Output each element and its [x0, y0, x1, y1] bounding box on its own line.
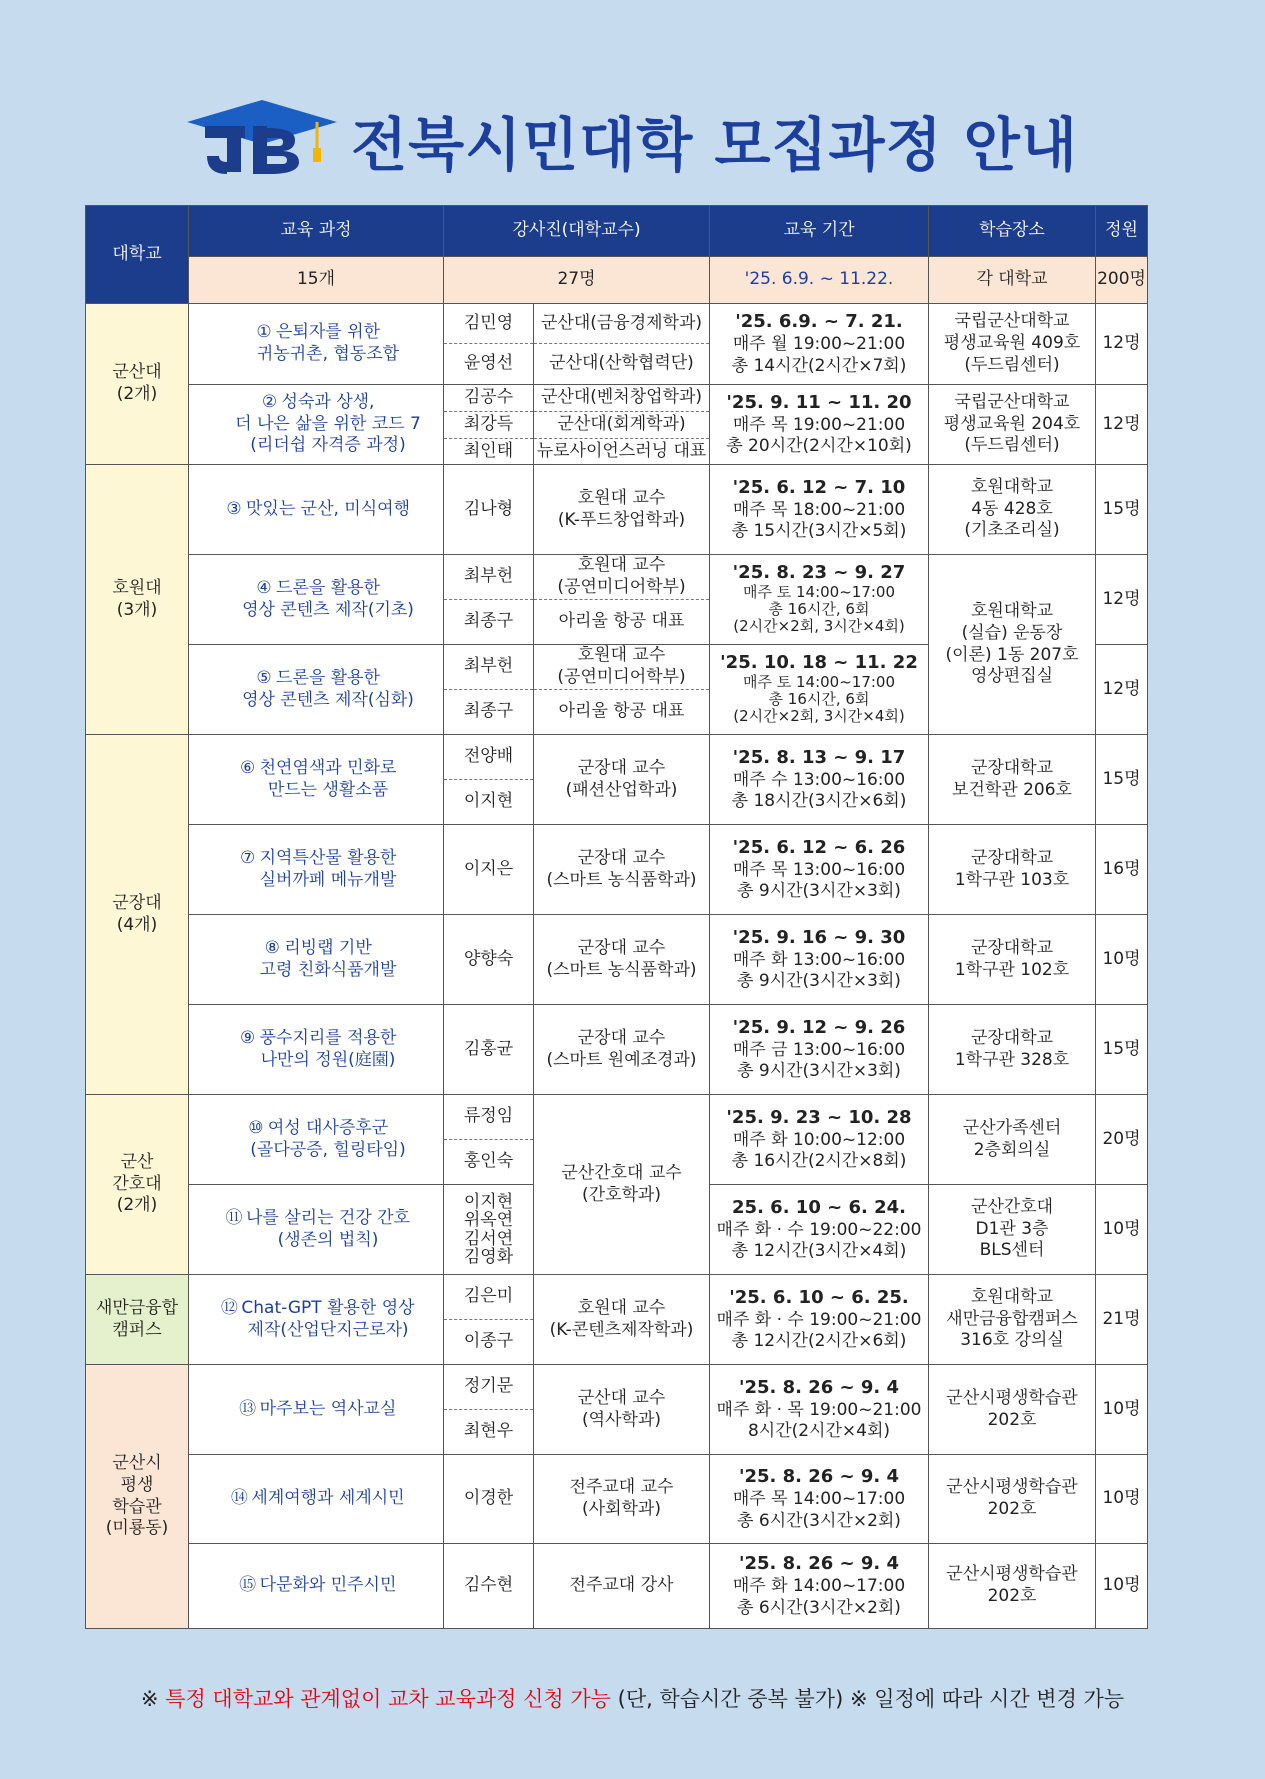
- course-title[interactable]: ⑤ 드론을 활용한 영상 콘텐츠 제작(심화): [189, 645, 444, 735]
- instructor-affil: 군산대(벤처창업학과): [534, 385, 710, 412]
- place: 군산시평생학습관 202호: [929, 1365, 1096, 1455]
- university-gunsan-nursing: 군산 간호대 (2개): [86, 1095, 189, 1275]
- instructor-affil: 군산대(산학협력단): [534, 344, 710, 385]
- instructor-name: 이경한: [444, 1455, 534, 1544]
- capacity: 20명: [1096, 1095, 1148, 1185]
- instructor-affil: 군산간호대 교수 (간호학과): [534, 1095, 710, 1275]
- instructor-name: 김수현: [444, 1544, 534, 1629]
- instructor-affil: 호원대 교수 (공연미디어학부): [534, 645, 710, 690]
- place: 호원대학교 4동 428호 (기초조리실): [929, 465, 1096, 555]
- instructor-name: 최현우: [444, 1410, 534, 1455]
- place: 군산시평생학습관 202호: [929, 1544, 1096, 1629]
- instructor-names: 이지현 위옥연 김서연 김영화: [444, 1185, 534, 1275]
- logo-text: JB: [187, 100, 189, 101]
- course-title[interactable]: ⑭ 세계여행과 세계시민: [189, 1455, 444, 1544]
- course-title[interactable]: ⑨ 풍수지리를 적용한 나만의 정원(庭園): [189, 1005, 444, 1095]
- instructor-affil: 군장대 교수 (스마트 농식품학과): [534, 915, 710, 1005]
- instructor-name: 최강득: [444, 412, 534, 439]
- place: 호원대학교 (실습) 운동장 (이론) 1동 207호 영상편집실: [929, 555, 1096, 735]
- col-capacity: 정원: [1096, 206, 1148, 257]
- page-header: [0, 90, 1265, 190]
- instructor-affil: 호원대 교수 (K-푸드창업학과): [534, 465, 710, 555]
- instructor-affil: 아리울 항공 대표: [534, 600, 710, 645]
- capacity: 10명: [1096, 915, 1148, 1005]
- schedule: '25. 8. 23 ~ 9. 27 매주 토 14:00~17:00 총 16시간, 6회 (2시간×2회, 3시간×4회): [710, 555, 929, 645]
- instructor-affil: 군장대 교수 (패션산업학과): [534, 735, 710, 825]
- col-place: 학습장소: [929, 206, 1096, 257]
- course-title[interactable]: ⑥ 천연염색과 민화로 만드는 생활소품: [189, 735, 444, 825]
- col-university: 대학교: [86, 206, 189, 304]
- course-title[interactable]: ⑮ 다문화와 민주시민: [189, 1544, 444, 1629]
- course-title[interactable]: ① 은퇴자를 위한 귀농귀촌, 협동조합: [189, 304, 444, 385]
- course-title[interactable]: ⑦ 지역특산물 활용한 실버까페 메뉴개발: [189, 825, 444, 915]
- instructor-name: 홍인숙: [444, 1140, 534, 1185]
- instructor-name: 이지은: [444, 825, 534, 915]
- capacity: 10명: [1096, 1455, 1148, 1544]
- university-gunsan-learning-center: 군산시 평생 학습관 (미룡동): [86, 1365, 189, 1629]
- instructor-affil: 아리울 항공 대표: [534, 690, 710, 735]
- schedule: '25. 10. 18 ~ 11. 22 매주 토 14:00~17:00 총 16시간, 6회 (2시간×2회, 3시간×4회): [710, 645, 929, 735]
- course-title[interactable]: ④ 드론을 활용한 영상 콘텐츠 제작(기초): [189, 555, 444, 645]
- schedule: '25. 8. 26 ~ 9. 4 매주 목 14:00~17:00 총 6시간(3시간×2회): [710, 1455, 929, 1544]
- schedule-change-note: 일정에 따라 시간 변경 가능: [874, 1687, 1125, 1711]
- course-title[interactable]: ② 성숙과 상생, 더 나은 삶을 위한 코드 7 (리더쉽 자격증 과정): [189, 385, 444, 465]
- university-gunjang: 군장대 (4개): [86, 735, 189, 1095]
- capacity: 16명: [1096, 825, 1148, 915]
- instructor-name: 이지현: [444, 780, 534, 825]
- place: 국립군산대학교 평생교육원 204호 (두드림센터): [929, 385, 1096, 465]
- overlap-note: (단, 학습시간 중복 불가): [617, 1687, 844, 1711]
- note-mark: ※: [140, 1687, 159, 1711]
- summary-period: '25. 6.9. ~ 11.22.: [710, 257, 929, 304]
- summary-course-count: 15개: [189, 257, 444, 304]
- course-title[interactable]: ⑬ 마주보는 역사교실: [189, 1365, 444, 1455]
- instructor-name: 김은미: [444, 1275, 534, 1320]
- place: 군장대학교 1학구관 103호: [929, 825, 1096, 915]
- place: 군장대학교 1학구관 102호: [929, 915, 1096, 1005]
- place: 군산간호대 D1관 3층 BLS센터: [929, 1185, 1096, 1275]
- capacity: 15명: [1096, 465, 1148, 555]
- instructor-name: 김민영: [444, 304, 534, 344]
- schedule: '25. 6. 12 ~ 6. 26 매주 목 13:00~16:00 총 9시간(3시간×3회): [710, 825, 929, 915]
- instructor-name: 최부헌: [444, 555, 534, 600]
- capacity: 12명: [1096, 304, 1148, 385]
- capacity: 10명: [1096, 1365, 1148, 1455]
- schedule: '25. 9. 16 ~ 9. 30 매주 화 13:00~16:00 총 9시간(3시간×3회): [710, 915, 929, 1005]
- course-title[interactable]: ⑪ 나를 살리는 건강 간호 (생존의 법칙): [189, 1185, 444, 1275]
- capacity: 15명: [1096, 1005, 1148, 1095]
- place: 군장대학교 보건학관 206호: [929, 735, 1096, 825]
- schedule: '25. 6. 10 ~ 6. 25. 매주 화 · 수 19:00~21:00 총 12시간(2시간×6회): [710, 1275, 929, 1365]
- place: 군산가족센터 2층회의실: [929, 1095, 1096, 1185]
- instructor-affil: 호원대 교수 (K-콘텐츠제작학과): [534, 1275, 710, 1365]
- instructor-name: 최종구: [444, 600, 534, 645]
- instructor-affil: 호원대 교수 (공연미디어학부): [534, 555, 710, 600]
- col-period: 교육 기간: [710, 206, 929, 257]
- schedule: '25. 6.9. ~ 7. 21. 매주 월 19:00~21:00 총 14시간(2시간×7회): [710, 304, 929, 385]
- schedule: '25. 8. 13 ~ 9. 17 매주 수 13:00~16:00 총 18시간(3시간×6회): [710, 735, 929, 825]
- instructor-affil: 뉴로사이언스러닝 대표: [534, 439, 710, 465]
- place: 군장대학교 1학구관 328호: [929, 1005, 1096, 1095]
- note-mark: ※: [849, 1687, 868, 1711]
- university-saemangeum: 새만금융합 캠퍼스: [86, 1275, 189, 1365]
- place: 국립군산대학교 평생교육원 409호 (두드림센터): [929, 304, 1096, 385]
- capacity: 15명: [1096, 735, 1148, 825]
- place: 군산시평생학습관 202호: [929, 1455, 1096, 1544]
- instructor-name: 최종구: [444, 690, 534, 735]
- instructor-name: 김나형: [444, 465, 534, 555]
- instructor-affil: 군산대 교수 (역사학과): [534, 1365, 710, 1455]
- capacity: 10명: [1096, 1185, 1148, 1275]
- jb-logo-icon: [187, 100, 337, 180]
- schedule: '25. 9. 12 ~ 9. 26 매주 금 13:00~16:00 총 9시간(3시간×3회): [710, 1005, 929, 1095]
- instructor-name: 양향숙: [444, 915, 534, 1005]
- col-course: 교육 과정: [189, 206, 444, 257]
- capacity: 12명: [1096, 385, 1148, 465]
- place: 호원대학교 새만금융합캠퍼스 316호 강의실: [929, 1275, 1096, 1365]
- instructor-affil: 전주교대 교수 (사회학과): [534, 1455, 710, 1544]
- capacity: 21명: [1096, 1275, 1148, 1365]
- capacity: 10명: [1096, 1544, 1148, 1629]
- university-howon: 호원대 (3개): [86, 465, 189, 735]
- summary-instructor-count: 27명: [444, 257, 710, 304]
- course-title[interactable]: ⑧ 리빙랩 기반 고령 친화식품개발: [189, 915, 444, 1005]
- instructor-affil: 군산대(회계학과): [534, 412, 710, 439]
- instructor-name: 윤영선: [444, 344, 534, 385]
- footer-note: [0, 1683, 1265, 1713]
- instructor-name: 김공수: [444, 385, 534, 412]
- page-title: 전북시민대학 모집과정 안내: [351, 111, 1078, 179]
- instructor-name: 최부헌: [444, 645, 534, 690]
- instructor-affil: 군장대 교수 (스마트 원예조경과): [534, 1005, 710, 1095]
- instructor-name: 류정임: [444, 1095, 534, 1140]
- schedule: '25. 6. 12 ~ 7. 10 매주 목 18:00~21:00 총 15시간(3시간×5회): [710, 465, 929, 555]
- course-title[interactable]: ⑩ 여성 대사증후군 (골다공증, 힐링타임): [189, 1095, 444, 1185]
- instructor-name: 전양배: [444, 735, 534, 780]
- instructor-name: 정기문: [444, 1365, 534, 1410]
- col-instructor: 강사진(대학교수): [444, 206, 710, 257]
- instructor-affil: 군산대(금융경제학과): [534, 304, 710, 344]
- summary-capacity: 200명: [1096, 257, 1148, 304]
- instructor-name: 김홍균: [444, 1005, 534, 1095]
- course-table: [85, 205, 1148, 1629]
- schedule: '25. 8. 26 ~ 9. 4 매주 화 · 목 19:00~21:00 8시간(2시간×4회): [710, 1365, 929, 1455]
- university-gunsan: 군산대 (2개): [86, 304, 189, 465]
- course-title[interactable]: ⑫ Chat-GPT 활용한 영상 제작(산업단지근로자): [189, 1275, 444, 1365]
- instructor-name: 이종구: [444, 1320, 534, 1365]
- instructor-name: 최인태: [444, 439, 534, 465]
- instructor-affil: 군장대 교수 (스마트 농식품학과): [534, 825, 710, 915]
- schedule: 25. 6. 10 ~ 6. 24. 매주 화 · 수 19:00~22:00 총 12시간(3시간×4회): [710, 1185, 929, 1275]
- course-title[interactable]: ③ 맛있는 군산, 미식여행: [189, 465, 444, 555]
- schedule: '25. 9. 11 ~ 11. 20 매주 목 19:00~21:00 총 20시간(2시간×10회): [710, 385, 929, 465]
- schedule: '25. 9. 23 ~ 10. 28 매주 화 10:00~12:00 총 16시간(2시간×8회): [710, 1095, 929, 1185]
- capacity: 12명: [1096, 645, 1148, 735]
- schedule: '25. 8. 26 ~ 9. 4 매주 화 14:00~17:00 총 6시간(3시간×2회): [710, 1544, 929, 1629]
- summary-place: 각 대학교: [929, 257, 1096, 304]
- instructor-affil: 전주교대 강사: [534, 1544, 710, 1629]
- cross-registration-note: 특정 대학교와 관계없이 교차 교육과정 신청 가능: [165, 1687, 611, 1711]
- capacity: 12명: [1096, 555, 1148, 645]
